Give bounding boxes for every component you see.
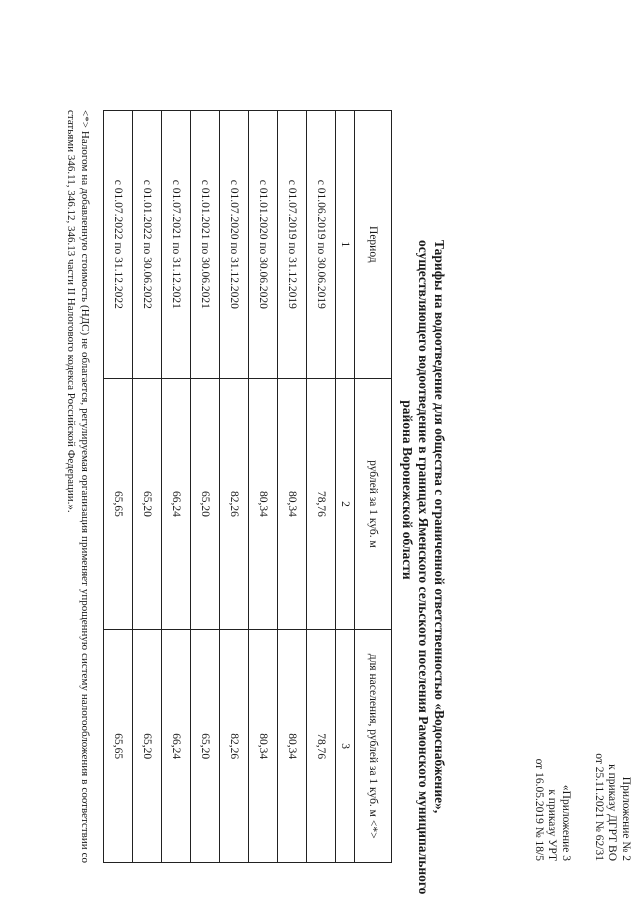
population-rate-cell: 80,34 [249,630,278,863]
header-population-rate: для населения, рублей за 1 куб. м <*> [355,630,392,863]
rate-cell: 66,24 [162,378,191,630]
population-rate-cell: 65,20 [191,630,220,863]
rate-cell: 82,26 [220,378,249,630]
table-row [162,111,191,863]
table-header-row [355,111,392,863]
document-title [399,240,447,895]
period-cell: с 01.01.2020 по 30.06.2020 [249,111,278,379]
appendix-2-line-1: Приложение № 2 [620,776,632,861]
period-cell: с 01.07.2020 по 31.12.2020 [220,111,249,379]
rate-cell: 65,65 [104,378,133,630]
title-line-3: района Воронежской области [400,400,415,580]
appendix-2-line-2: к приказу ДГРТ ВО [606,764,619,861]
period-cell: с 01.01.2021 по 30.06.2021 [191,111,220,379]
population-rate-cell: 82,26 [220,630,249,863]
table-row [220,111,249,863]
column-number: 2 [336,378,355,630]
table-row [249,111,278,863]
period-cell: с 01.07.2019 по 31.12.2019 [278,111,307,379]
period-cell: с 01.07.2021 по 31.12.2021 [162,111,191,379]
table-row [191,111,220,863]
appendix-3-line-1: «Приложение 3 [560,784,572,861]
table-row [104,111,133,863]
header-rate: рублей за 1 куб. м [355,378,392,630]
table-row [133,111,162,863]
tariff-table [103,110,392,863]
vat-footnote: <*> Налогом на добавленную стоимость (НДС) не облагается, регулируемая организация применяет упрощенную систему налогообложения в соответствии со статьями 346.11, 346.12, 346.13 части II Налогового кодекса Российской Федерации.». [65,110,91,863]
rate-cell: 78,76 [307,378,336,630]
column-number: 1 [336,111,355,379]
rate-cell: 80,34 [249,378,278,630]
appendix-2-reference [592,753,633,861]
rate-cell: 65,20 [133,378,162,630]
title-line-1: Тарифы на водоотведение для общества с ограниченной ответственностью «Водоснабжение», [432,240,447,814]
appendix-3-line-2: к приказу УРТ [546,789,559,861]
rate-cell: 65,20 [191,378,220,630]
column-number-row [336,111,355,863]
population-rate-cell: 65,65 [104,630,133,863]
rate-cell: 80,34 [278,378,307,630]
title-line-2: осуществляющего водоотведение в границах Яменского сельского поселения Рамонского муниципального [416,240,431,895]
appendix-3-reference [532,759,573,861]
header-period: Период [355,111,392,379]
appendix-3-line-3: от 16.05.2019 № 18/5 [533,758,545,861]
population-rate-cell: 65,20 [133,630,162,863]
appendix-2-line-3: от 25.11.2021 № 62/31 [593,753,605,861]
table-row [307,111,336,863]
table-row [278,111,307,863]
period-cell: с 01.06.2019 по 30.06.2019 [307,111,336,379]
population-rate-cell: 80,34 [278,630,307,863]
period-cell: с 01.01.2022 по 30.06.2022 [133,111,162,379]
column-number: 3 [336,630,355,863]
period-cell: с 01.07.2022 по 31.12.2022 [104,111,133,379]
population-rate-cell: 66,24 [162,630,191,863]
population-rate-cell: 78,76 [307,630,336,863]
